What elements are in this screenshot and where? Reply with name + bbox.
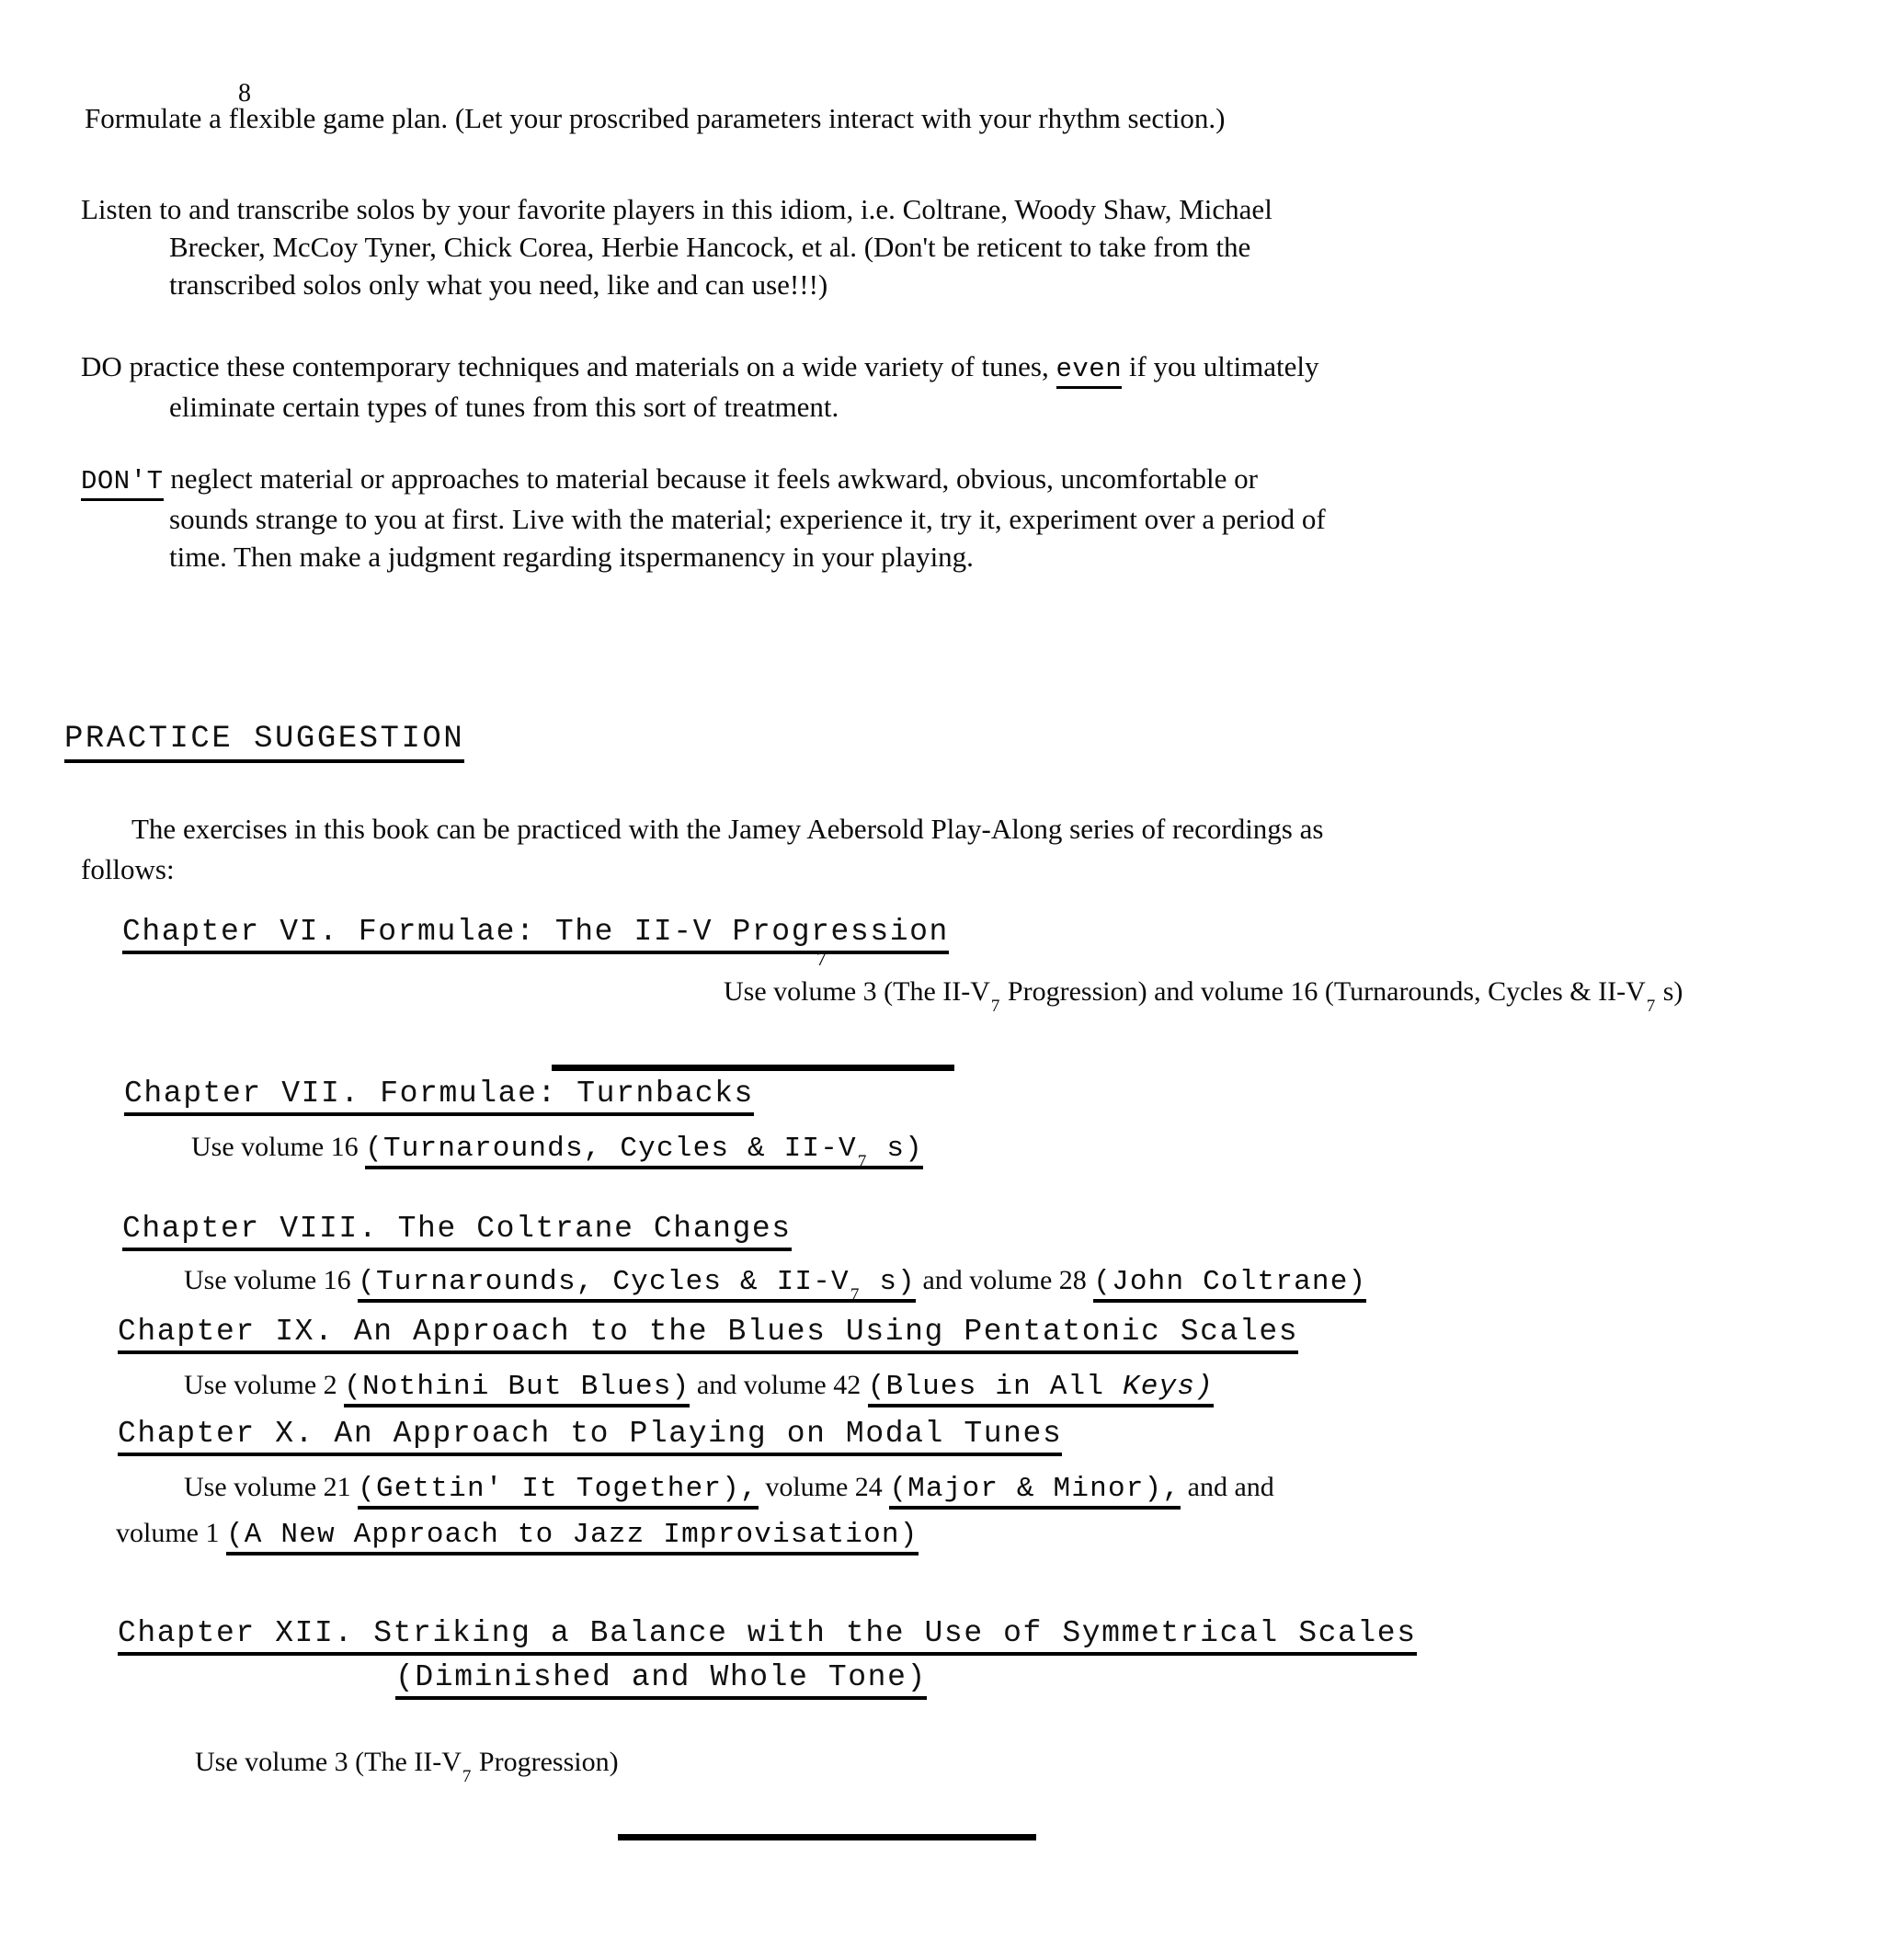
ch8-use-prefix: Use volume 16 [184, 1265, 359, 1295]
chapter-title-xii: Chapter XII. Striking a Balance with the Use of Symmetrical Scales [118, 1616, 1417, 1656]
chapter-x-use-line-2 [116, 1518, 919, 1551]
ch9-volume-title-2 [868, 1371, 1214, 1407]
section-heading-practice-suggestion: PRACTICE SUGGESTION [64, 722, 464, 763]
dont-line-3: time. Then make a judgment regarding itspermanency in your playing. [169, 541, 974, 573]
paragraph-formulate [85, 99, 1482, 137]
paragraph-intro-exercises [81, 809, 1515, 890]
ch6-use-prefix: Use volume 3 (The II-V [724, 976, 990, 1007]
ch12-use-suffix: Progression) [472, 1747, 619, 1777]
chapter-vi-superscript-7: 7 [816, 947, 827, 970]
ch10-volume-title-2: (Major & Minor), [889, 1473, 1181, 1510]
chapter-viii-use-line [184, 1265, 1366, 1305]
dont-line-2: sounds strange to you at first. Live with the material; experience it, try it, experiment over a period of [169, 503, 1326, 535]
dont-emphasis: DON'T [81, 466, 164, 501]
intro-line-2: follows: [81, 853, 175, 885]
ch6-sup-1: 7 [990, 997, 1000, 1017]
do-emphasis-even: even [1056, 354, 1123, 389]
ch8-volume-sup: 7 [850, 1285, 861, 1305]
ch9-use-prefix: Use volume 2 [184, 1370, 345, 1400]
ch7-volume-title-end: s) [868, 1133, 923, 1165]
chapter-vi-use-line [724, 976, 1683, 1017]
ch7-volume-title-main: (Turnarounds, Cycles & II-V [365, 1133, 857, 1165]
ch12-sup: 7 [462, 1767, 472, 1787]
paragraph-do-practice [81, 348, 1515, 426]
ch6-use-mid: Progression) and volume 16 (Turnarounds, Cycles & II-V [1000, 976, 1646, 1007]
ch8-volume-title-2: (John Coltrane) [1093, 1266, 1366, 1303]
chapter-title-viii: Chapter VIII. The Coltrane Changes [122, 1212, 792, 1251]
ch7-volume-sup: 7 [857, 1152, 868, 1172]
ch10-line2-prefix: volume 1 [116, 1518, 226, 1548]
horizontal-rule-middle [552, 1065, 954, 1071]
do-text-part2: if you ultimately [1122, 350, 1319, 382]
chapter-title-vi: Chapter VI. Formulae: The II-V Progression [122, 915, 949, 954]
chapter-xii-use-line [195, 1747, 619, 1787]
page-marker-8: 8 [238, 79, 251, 108]
intro-line-1: The exercises in this book can be practiced with the Jamey Aebersold Play-Along series of recordings as [131, 813, 1324, 845]
ch8-volume-title-main: (Turnarounds, Cycles & II-V [358, 1266, 850, 1298]
ch8-volume-title-end: s) [861, 1266, 916, 1298]
dont-text-part1: neglect material or approaches to material because it feels awkward, obvious, uncomfortable or [163, 462, 1258, 495]
ch6-use-suffix: s) [1656, 976, 1683, 1007]
paragraph-listen [81, 190, 1460, 303]
ch7-use-prefix: Use volume 16 [191, 1132, 366, 1162]
chapter-title-vii: Chapter VII. Formulae: Turnbacks [124, 1077, 754, 1116]
ch9-volume-title-2-italic: Keys) [1122, 1371, 1214, 1403]
do-line-1 [81, 348, 1515, 388]
ch10-use-suffix: and and [1181, 1472, 1274, 1502]
chapter-title-x: Chapter X. An Approach to Playing on Modal Tunes [118, 1417, 1062, 1456]
chapter-ix-use-line [184, 1370, 1214, 1403]
ch8-volume-title [358, 1266, 916, 1303]
paragraph-formulate-text: Formulate a flexible game plan. (Let your proscribed parameters interact with your rhythm section.) [85, 102, 1226, 134]
listen-line-3: transcribed solos only what you need, like and can use!!!) [169, 268, 828, 301]
ch7-volume-title [365, 1133, 923, 1172]
chapter-x-use-line-1 [184, 1472, 1274, 1505]
ch9-use-mid: and volume 42 [690, 1370, 868, 1400]
chapter-vii-use-line [191, 1132, 923, 1172]
chapter-title-ix: Chapter IX. An Approach to the Blues Using Pentatonic Scales [118, 1315, 1298, 1354]
dont-line-1 [81, 460, 1524, 500]
ch9-volume-title: (Nothini But Blues) [344, 1371, 690, 1407]
horizontal-rule-bottom [618, 1834, 1036, 1840]
ch10-use-prefix: Use volume 21 [184, 1472, 359, 1502]
listen-line-2: Brecker, McCoy Tyner, Chick Corea, Herbie Hancock, et al. (Don't be reticent to take from the [169, 231, 1251, 263]
listen-line-1: Listen to and transcribe solos by your favorite players in this idiom, i.e. Coltrane, Woody Shaw, Michael [81, 193, 1272, 225]
paragraph-dont [81, 460, 1524, 575]
ch10-line2-volume-title: (A New Approach to Jazz Improvisation) [226, 1519, 919, 1555]
ch12-use-prefix: Use volume 3 (The II-V [195, 1747, 462, 1777]
ch6-sup-2: 7 [1646, 997, 1656, 1017]
do-text-part1: DO practice these contemporary techniques and materials on a wide variety of tunes, [81, 350, 1056, 382]
chapter-xii-subtitle: (Diminished and Whole Tone) [395, 1660, 927, 1700]
ch9-volume-title-2-pre: (Blues in All [867, 1371, 1123, 1403]
ch10-volume-title: (Gettin' It Together), [358, 1473, 759, 1510]
ch10-use-mid: volume 24 [758, 1472, 890, 1502]
do-line-2: eliminate certain types of tunes from this sort of treatment. [169, 391, 839, 423]
ch8-use-mid: and volume 28 [915, 1265, 1094, 1295]
